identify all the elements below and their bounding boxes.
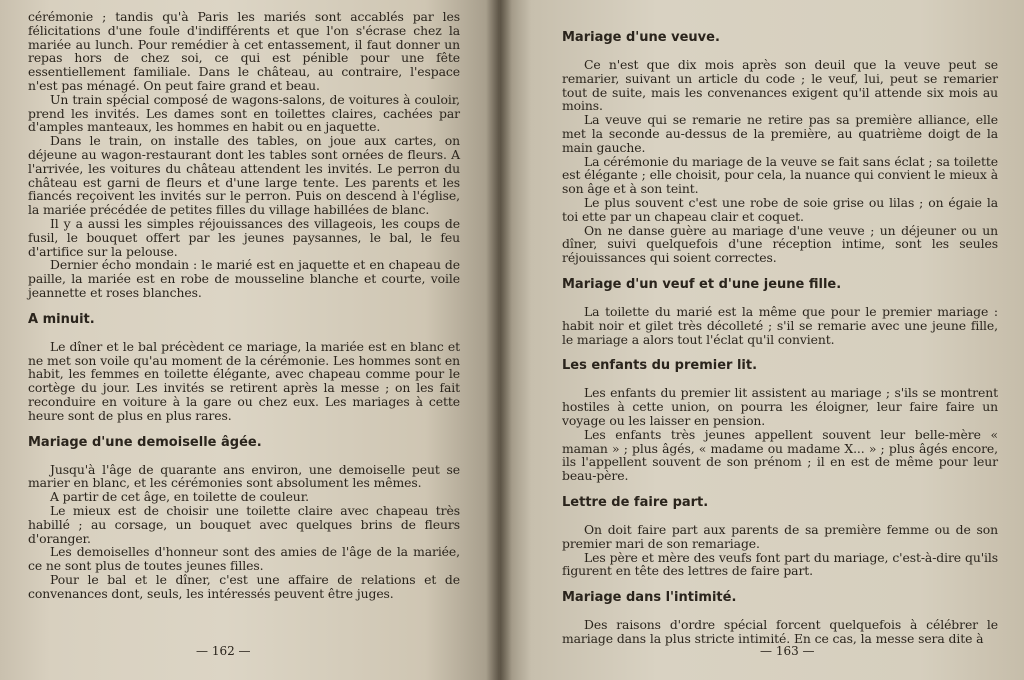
paragraph: Les père et mère des veufs font part du mariage, c'est-à-dire qu'ils figurent en tête des lettres de faire part. bbox=[562, 549, 998, 579]
section-heading: Les enfants du premier lit. bbox=[562, 358, 758, 374]
paragraph: Le plus souvent c'est une robe de soie grise ou lilas ; on égaie la toi ette par un chapeau clair et coquet. bbox=[562, 194, 998, 224]
paragraph: cérémonie ; tandis qu'à Paris les mariés sont accablés par les félicitations d'une foule d'indifférents et que l'on s'écrase chez la mariée au lunch. Pour remédier à cet entassement, il faut donner un repas hors de chez soi, ce qui est pénible pour une fête essentiellement familiale. Dans le château, au contraire, l'espace n'est pas ménagé. On peut faire grand et beau. bbox=[28, 9, 460, 93]
book-gutter bbox=[486, 0, 512, 680]
section-heading: A minuit. bbox=[28, 311, 95, 327]
section-heading: Lettre de faire part. bbox=[562, 494, 709, 510]
paragraph: A partir de cet âge, en toilette de couleur. bbox=[50, 489, 309, 505]
paragraph: Dans le train, on installe des tables, on joue aux cartes, on déjeune au wagon-restaurant dont les tables sont ornées de fleurs. A l'arrivée, les voitures du château attendent les invités. Le perron du château est garni de fleurs et d'une large tente. Les parents et les fiancés reçoivent les invités sur le perron. Puis on descend à l'église, la mariée précédée de petites filles du village habillées de blanc. bbox=[28, 133, 460, 218]
section-heading: Mariage d'une veuve. bbox=[562, 30, 720, 45]
paragraph: Pour le bal et le dîner, c'est une affaire de relations et de convenances dont, seuls, les intéressés peuvent être juges. bbox=[28, 571, 460, 601]
paragraph: Les demoiselles d'honneur sont des amies de l'âge de la mariée, ce ne sont plus de toutes jeunes filles. bbox=[28, 544, 460, 574]
paragraph: La veuve qui se remarie ne retire pas sa première alliance, elle met la seconde au-dessus de la première, au quatrième doigt de la main gauche. bbox=[562, 112, 998, 155]
section-heading: Mariage dans l'intimité. bbox=[562, 590, 737, 606]
left-page bbox=[0, 0, 500, 680]
paragraph: Les enfants très jeunes appellent souvent leur belle-mère « maman » ; plus âgés, « madame ou madame X... » ; plus âgés encore, ils l'appellent souvent de son prénom ; il en est de même pour leur beau-père. bbox=[562, 426, 998, 484]
section-heading: Mariage d'une demoiselle âgée. bbox=[28, 434, 262, 450]
section-heading: Mariage d'un veuf et d'une jeune fille. bbox=[562, 276, 842, 292]
right-page bbox=[500, 0, 1024, 680]
paragraph: Il y a aussi les simples réjouissances des villageois, les coups de fusil, le bouquet offert par les jeunes paysannes, le bal, le feu d'artifice sur la pelouse. bbox=[28, 215, 460, 259]
page-number: — 162 — bbox=[196, 644, 251, 658]
paragraph: On doit faire part aux parents de sa première femme ou de son premier mari de son remariage. bbox=[562, 521, 998, 551]
paragraph: Jusqu'à l'âge de quarante ans environ, une demoiselle peut se marier en blanc, et les cérémonies sont absolument les mêmes. bbox=[28, 461, 460, 491]
paragraph: Ce n'est que dix mois après son deuil que la veuve peut se remarier, suivant un article du code ; le veuf, lui, peut se remarier tout de suite, mais les convenances exigent qu'il attende six mois au moins. bbox=[562, 57, 998, 114]
paragraph: On ne danse guère au mariage d'une veuve ; un déjeuner ou un dîner, suivi quelquefois d'une réception intime, sont les seules réjouissances qui soient correctes. bbox=[562, 222, 998, 266]
paragraph: Les enfants du premier lit assistent au mariage ; s'ils se montrent hostiles à cette union, on pourra les éloigner, leur faire faire un voyage ou les laisser en pension. bbox=[562, 385, 998, 428]
paragraph: La cérémonie du mariage de la veuve se fait sans éclat ; sa toilette est élégante ; elle choisit, pour cela, la nuance qui convient le mieux à son âge et à son teint. bbox=[562, 153, 998, 197]
page-number: — 163 — bbox=[760, 644, 815, 658]
paragraph: La toilette du marié est la même que pour le premier mariage : habit noir et gilet très décolleté ; s'il se remarie avec une jeune fille, le mariage a alors tout l'éclat qu'il convient. bbox=[562, 303, 998, 347]
paragraph: Dernier écho mondain : le marié est en jaquette et en chapeau de paille, la mariée est en robe de mousseline blanche et courte, voile jeannette et roses blanches. bbox=[28, 257, 460, 300]
paragraph: Un train spécial composé de wagons-salons, de voitures à couloir, prend les invités. Les dames sont en toilettes claires, cachées par d'amples manteaux, les hommes en habit ou en jaquette. bbox=[28, 91, 460, 135]
paragraph: Le dîner et le bal précèdent ce mariage, la mariée est en blanc et ne met son voile qu'au moment de la cérémonie. Les hommes sont en habit, les femmes en toilette élégante, avec chapeau comme pour le cortège du jour. Les invités se retirent après la messe ; on les fait reconduire en voiture à la gare ou chez eux. Les mariages à cette heure sont de plus en plus rares. bbox=[28, 338, 460, 423]
paragraph: Des raisons d'ordre spécial forcent quelquefois à célébrer le mariage dans la plus stricte intimité. En ce cas, la messe sera dite à bbox=[562, 617, 998, 646]
paragraph: Le mieux est de choisir une toilette claire avec chapeau très habillé ; au corsage, un bouquet avec quelques brins de fleurs d'oranger. bbox=[28, 502, 460, 546]
